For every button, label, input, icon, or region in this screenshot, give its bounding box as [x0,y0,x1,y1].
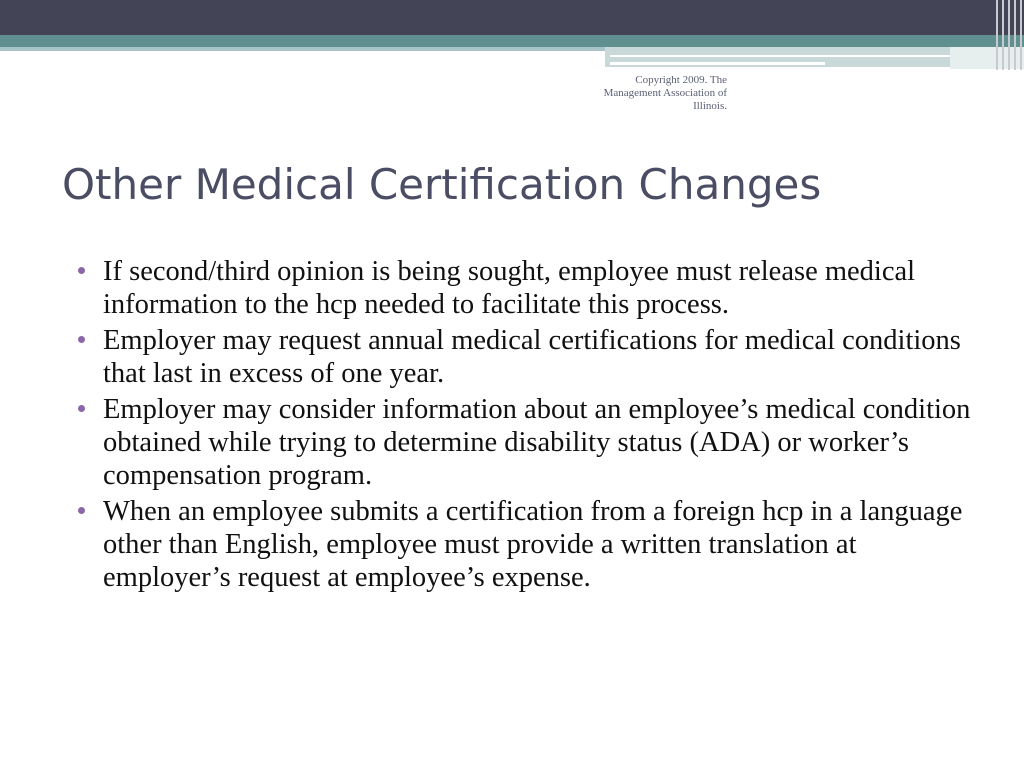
header-line [610,55,950,57]
decorative-stripes [994,0,1024,70]
bullet-item [78,393,973,492]
slide-title: Other Medical Certification Changes [62,160,822,209]
bullet-dot-icon [78,405,85,412]
bullet-text: Employer may consider information about an employee’s medical condition obtained while trying to determine disability status (ADA) or worker’s compensation program. [103,394,971,491]
bullet-text: If second/third opinion is being sought, employee must release medical information to the hcp needed to facilitate this process. [103,256,916,320]
copyright-notice: Copyright 2009. The Management Association of Illinois. [603,74,727,112]
bullet-dot-icon [78,267,85,274]
bullet-item [78,324,973,390]
bullet-dot-icon [78,507,85,514]
bullet-list [78,255,973,597]
header-band-teal [0,35,1024,47]
header-line [610,62,825,65]
header-band-teal-light [0,47,610,51]
bullet-item [78,255,973,321]
header-band-dark [0,0,1024,35]
bullet-text: Employer may request annual medical certifications for medical conditions that last in excess of one year. [103,325,961,389]
bullet-text: When an employee submits a certification from a foreign hcp in a language other than English, employee must provide a written translation at employer’s request at employee’s expense. [103,496,963,593]
bullet-item [78,495,973,594]
bullet-dot-icon [78,336,85,343]
